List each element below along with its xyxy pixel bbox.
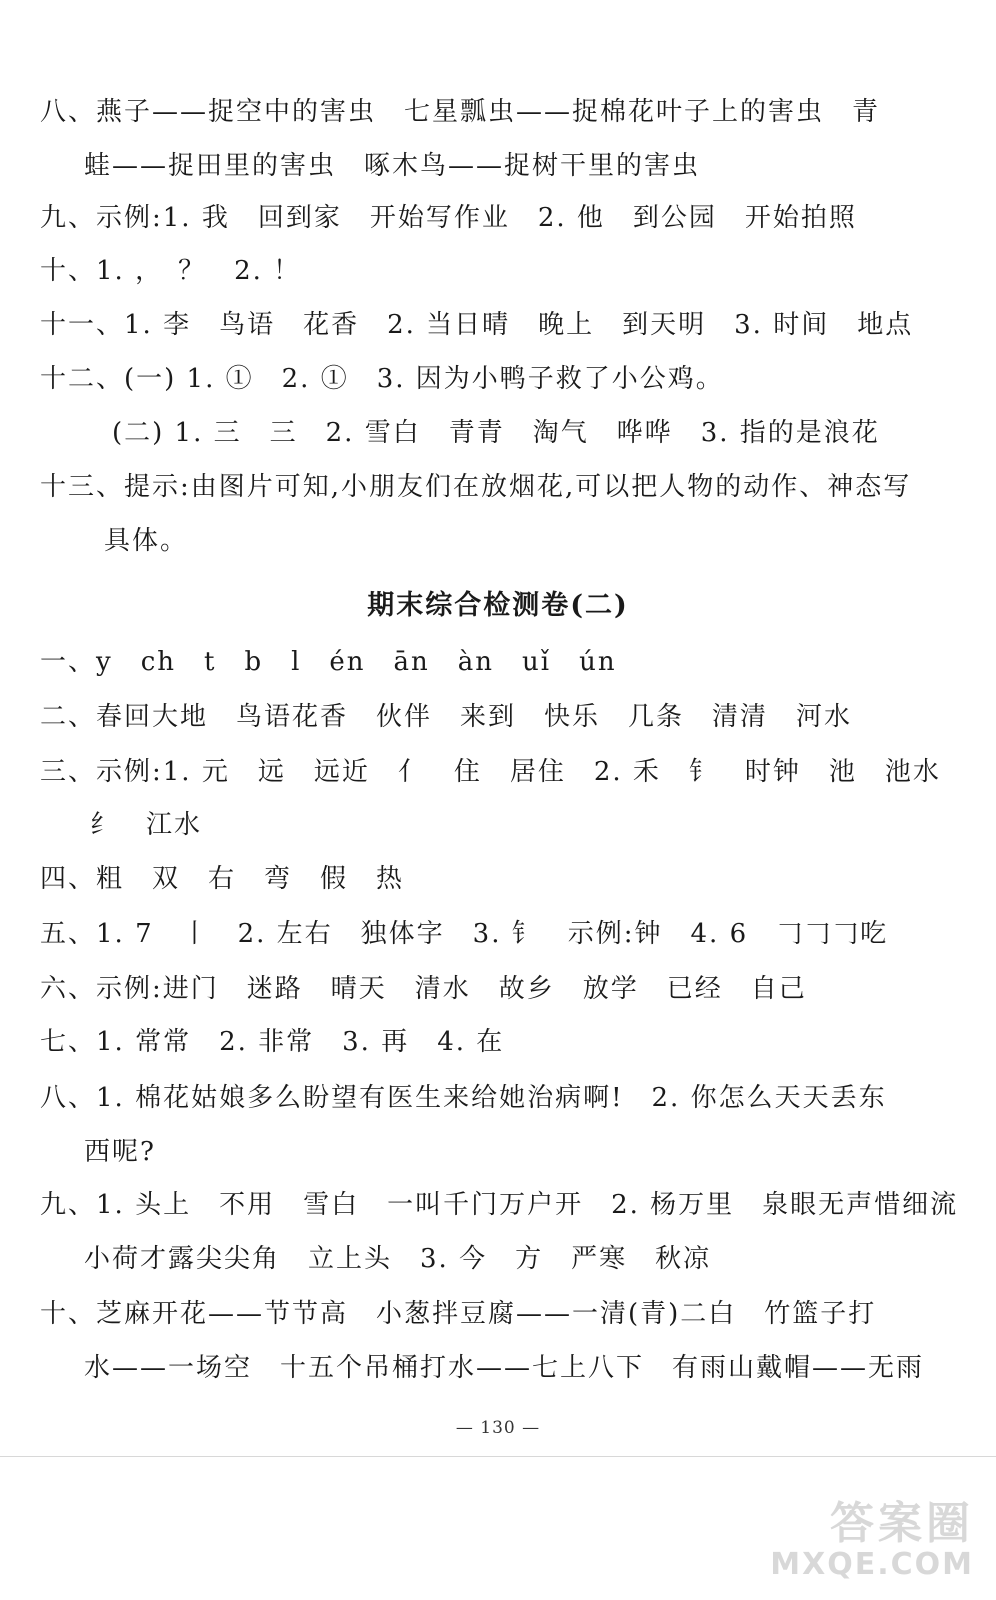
answer-line-a10: 十、芝麻开花——节节高 小葱拌豆腐——一清(青)二白 竹篮子打 (40, 1299, 877, 1329)
answer-line-8: 八、燕子——捉空中的害虫 七星瓢虫——捉棉花叶子上的害虫 青 (40, 97, 881, 127)
answer-line-a3-cont: 纟 江水 (90, 810, 203, 840)
answer-line-a5: 五、1. 7 丨 2. 左右 独体字 3. 钅 示例:钟 4. 6 𠃌𠃌𠃌吃 (40, 919, 889, 949)
answer-line-12-part2: (二) 1. 三 三 2. 雪白 青青 淘气 哗哗 3. 指的是浪花 (112, 418, 880, 448)
answer-line-a6: 六、示例:进门 迷路 晴天 清水 故乡 放学 已经 自己 (40, 974, 807, 1004)
answer-line-10: 十、1. ， ？ 2. ！ (40, 256, 302, 286)
answer-line-8-cont: 蛙——捉田里的害虫 啄木鸟——捉树干里的害虫 (84, 151, 701, 181)
answer-line-a4: 四、粗 双 右 弯 假 热 (40, 864, 405, 894)
answer-line-a1: 一、y ch t b l én ān àn uǐ ún (40, 647, 617, 677)
answer-line-a8-cont: 西呢? (84, 1137, 156, 1167)
answer-line-11: 十一、1. 李 鸟语 花香 2. 当日晴 晚上 到天明 3. 时间 地点 (40, 310, 914, 340)
answer-line-a9-cont: 小荷才露尖尖角 立上头 3. 今 方 严寒 秋凉 (84, 1244, 712, 1274)
section-title: 期末综合检测卷(二) (367, 590, 629, 621)
answer-line-a8: 八、1. 棉花姑娘多么盼望有医生来给她治病啊! 2. 你怎么天天丢东 (40, 1083, 887, 1113)
answer-line-13: 十三、提示:由图片可知,小朋友们在放烟花,可以把人物的动作、神态写 (40, 472, 912, 502)
answer-line-a3: 三、示例:1. 元 远 远近 亻 住 居住 2. 禾 钅 时钟 池 池水 (40, 757, 941, 787)
page-divider (0, 1456, 996, 1457)
answer-line-a9: 九、1. 头上 不用 雪白 一叫千门万户开 2. 杨万里 泉眼无声惜细流 (40, 1190, 959, 1220)
page-number: — 130 — (455, 1418, 541, 1438)
answer-line-a2: 二、春回大地 鸟语花香 伙伴 来到 快乐 几条 清清 河水 (40, 702, 853, 732)
answer-line-9: 九、示例:1. 我 回到家 开始写作业 2. 他 到公园 开始拍照 (40, 203, 857, 233)
site-watermark (734, 1500, 974, 1590)
watermark-logo-text: 答案圈 (830, 1498, 974, 1549)
answer-line-12: 十二、(一) 1. ① 2. ① 3. 因为小鸭子救了小公鸡。 (40, 364, 724, 394)
answer-line-a10-cont: 水——一场空 十五个吊桶打水——七上八下 有雨山戴帽——无雨 (84, 1353, 925, 1383)
answer-line-13-cont: 具体。 (104, 526, 189, 556)
watermark-url: MXQE.COM (770, 1547, 974, 1582)
answer-line-a7: 七、1. 常常 2. 非常 3. 再 4. 在 (40, 1027, 505, 1057)
